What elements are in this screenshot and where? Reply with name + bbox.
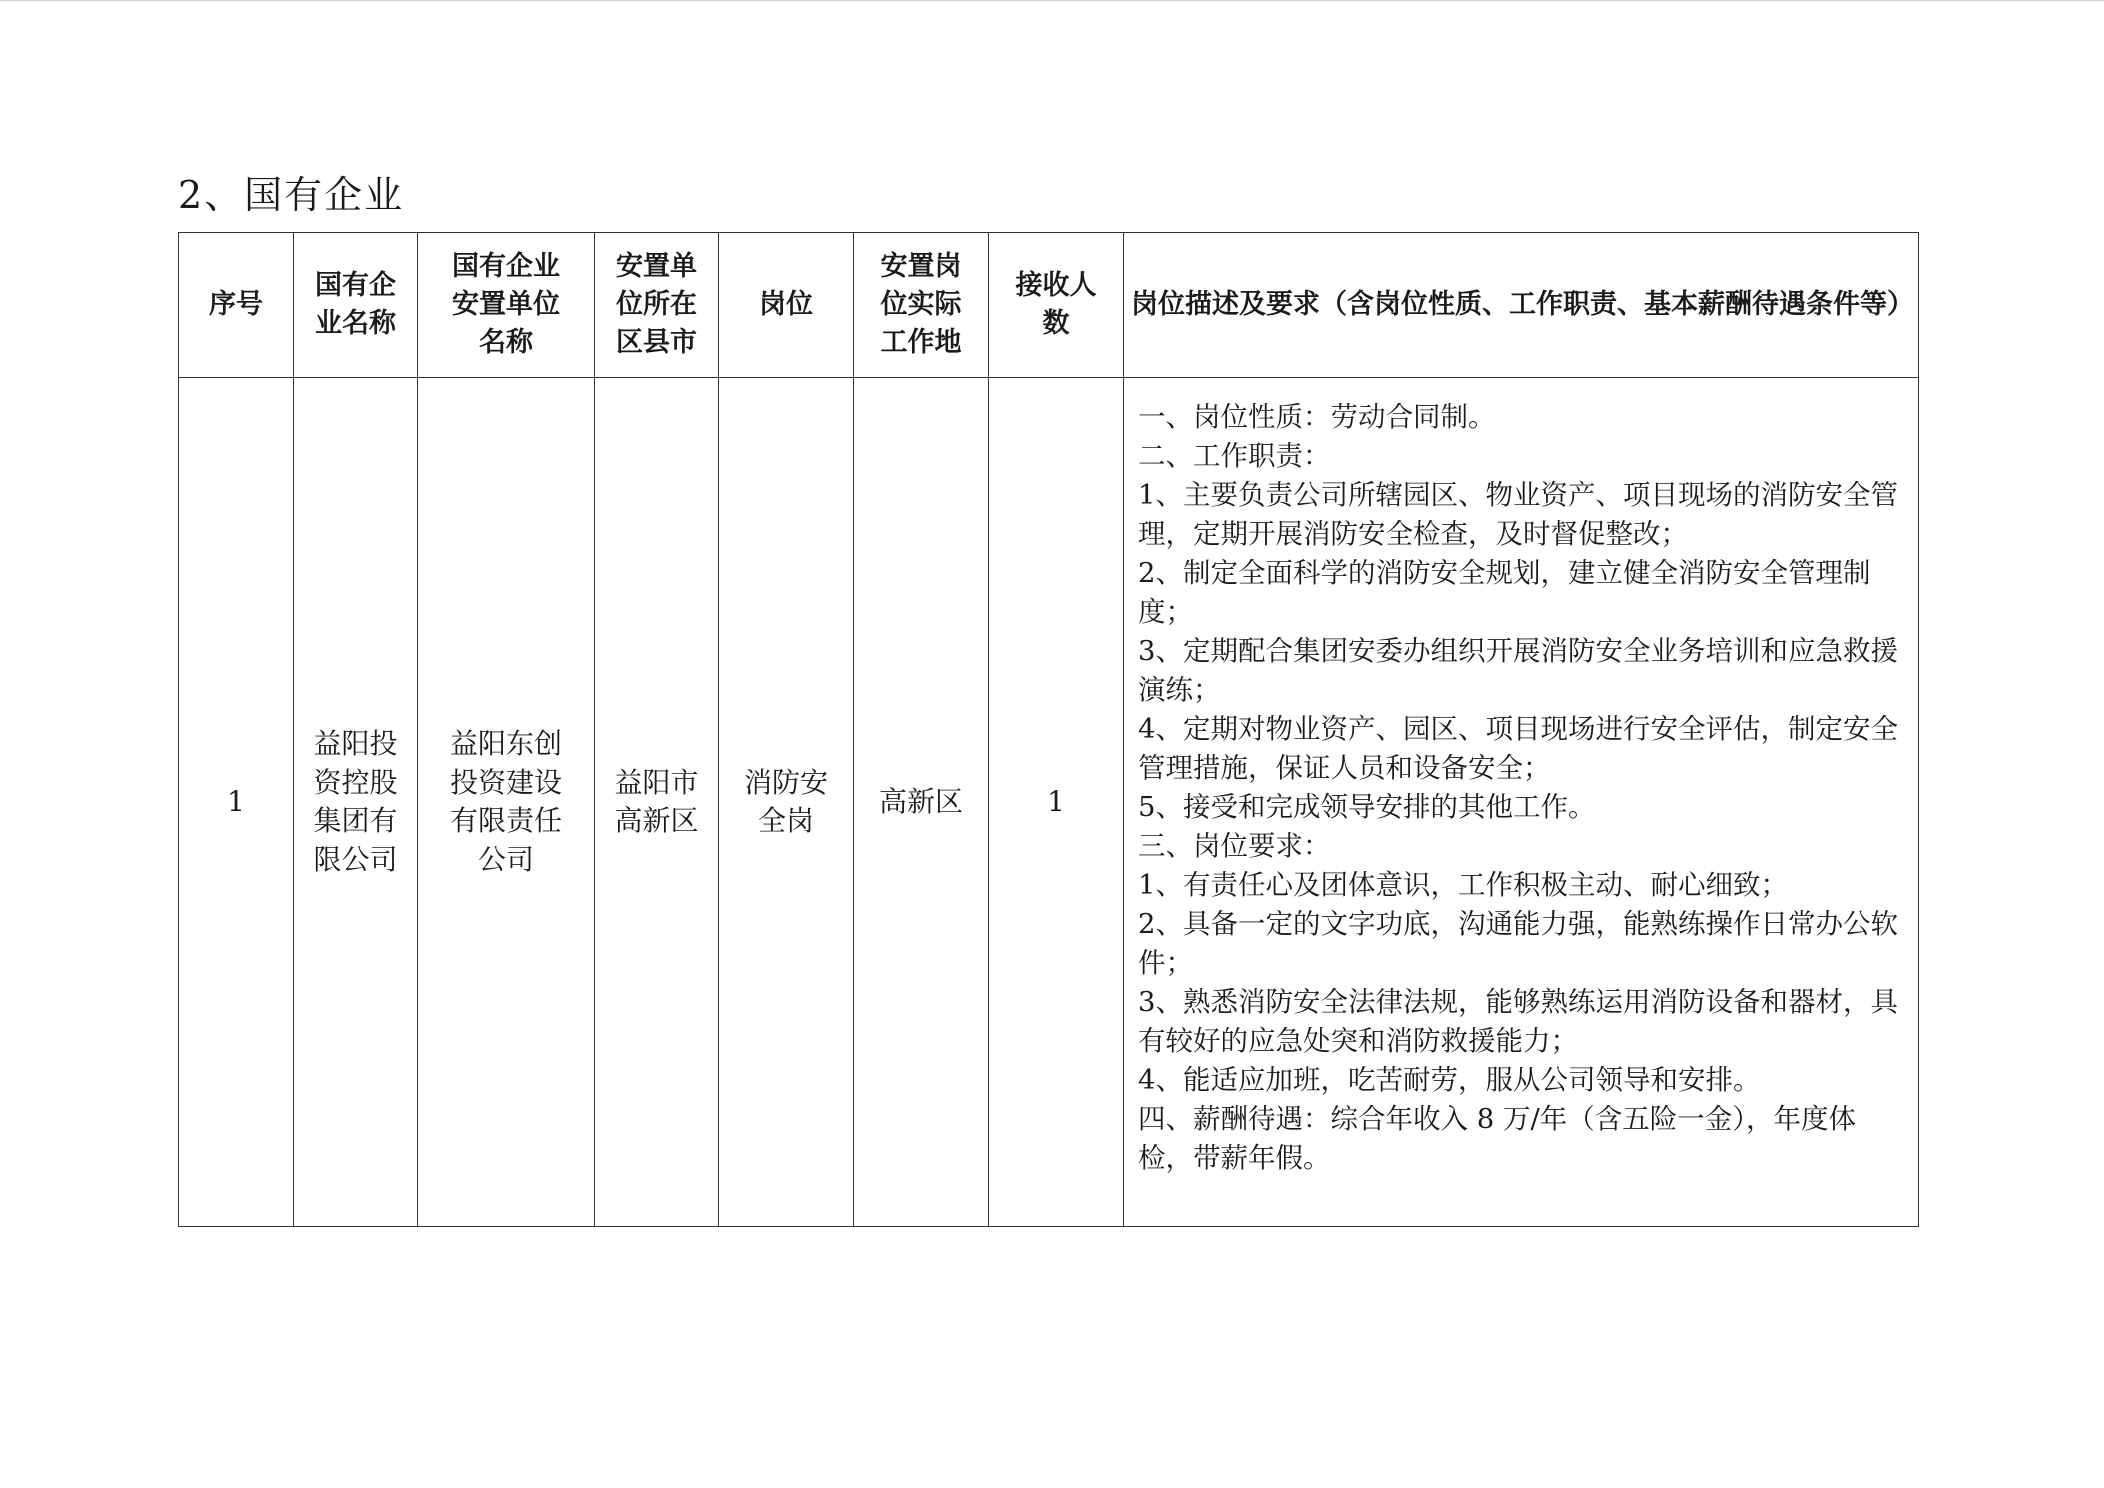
header-enterprise: 国有企业名称 [294, 233, 418, 378]
placement-table [178, 232, 1919, 1227]
header-count: 接收人数 [989, 233, 1124, 378]
description-line: 3、熟悉消防安全法律法规，能够熟练运用消防设备和器材，具有较好的应急处突和消防救援能力； [1138, 986, 1898, 1057]
cell-district: 益阳市高新区 [595, 378, 719, 1227]
header-district: 安置单位所在区县市 [595, 233, 719, 378]
description-line: 1、有责任心及团体意识，工作积极主动、耐心细致； [1138, 869, 1788, 901]
description-line: 2、制定全面科学的消防安全规划，建立健全消防安全管理制度； [1138, 557, 1871, 628]
section-title: 2、国有企业 [178, 173, 405, 217]
header-unit: 国有企业安置单位名称 [418, 233, 595, 378]
cell-position: 消防安全岗 [719, 378, 854, 1227]
page-top-border [0, 0, 2104, 1]
description-line: 3、定期配合集团安委办组织开展消防安全业务培训和应急救援演练； [1138, 635, 1898, 706]
header-position: 岗位 [719, 233, 854, 378]
description-line: 4、能适应加班，吃苦耐劳，服从公司领导和安排。 [1138, 1064, 1761, 1096]
description-line: 二、工作职责： [1138, 440, 1331, 472]
description-line: 一、岗位性质：劳动合同制。 [1138, 401, 1496, 433]
description-line: 1、主要负责公司所辖园区、物业资产、项目现场的消防安全管理，定期开展消防安全检查，及时督促整改； [1138, 479, 1898, 550]
description-line: 5、接受和完成领导安排的其他工作。 [1138, 791, 1596, 823]
description-line: 4、定期对物业资产、园区、项目现场进行安全评估，制定安全管理措施，保证人员和设备安全； [1138, 713, 1898, 784]
description-line: 2、具备一定的文字功底，沟通能力强，能熟练操作日常办公软件； [1138, 908, 1898, 979]
table-row [179, 378, 1919, 1227]
header-workplace: 安置岗位实际工作地 [854, 233, 989, 378]
description-line: 三、岗位要求： [1138, 830, 1331, 862]
header-description: 岗位描述及要求（含岗位性质、工作职责、基本薪酬待遇条件等） [1124, 233, 1919, 378]
table-header-row [179, 233, 1919, 378]
header-seq: 序号 [179, 233, 294, 378]
cell-unit: 益阳东创投资建设有限责任公司 [418, 378, 595, 1227]
cell-enterprise: 益阳投资控股集团有限公司 [294, 378, 418, 1227]
cell-count: 1 [989, 378, 1124, 1227]
cell-description [1124, 378, 1919, 1227]
description-line: 四、薪酬待遇：综合年收入 8 万/年（含五险一金），年度体检，带薪年假。 [1138, 1103, 1856, 1174]
cell-workplace: 高新区 [854, 378, 989, 1227]
cell-seq: 1 [179, 378, 294, 1227]
